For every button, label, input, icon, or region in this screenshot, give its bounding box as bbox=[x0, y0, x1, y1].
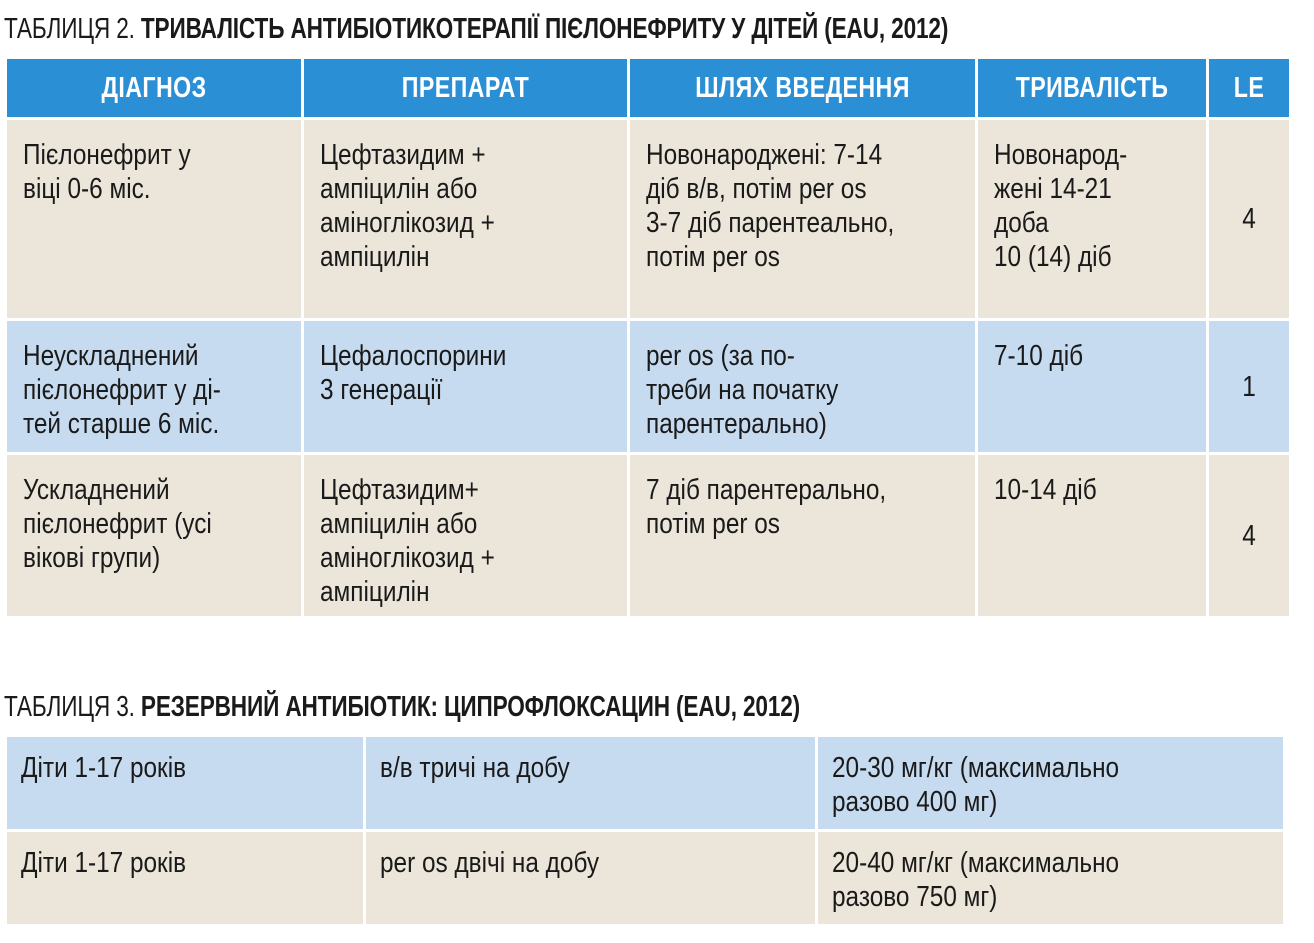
cell-line: 10 (14) діб bbox=[994, 241, 1112, 273]
cell-line: вікові групи) bbox=[23, 542, 161, 574]
cell-line: жені 14-21 bbox=[994, 173, 1112, 205]
cell-line: 3-7 діб парентеально, bbox=[646, 207, 895, 239]
cell-line: 3 генерації bbox=[320, 374, 443, 406]
cell-line: ампіцилін bbox=[320, 576, 430, 608]
cell-diagnosis bbox=[7, 321, 301, 452]
le-value: 4 bbox=[1242, 203, 1256, 235]
table3-caption-title: РЕЗЕРВНИЙ АНТИБІОТИК: ЦИПРОФЛОКСАЦИН (EAU, 2012) bbox=[140, 691, 801, 723]
cell-line: разово 750 мг) bbox=[832, 881, 998, 913]
table2-caption-title: ТРИВАЛІСТЬ АНТИБІОТИКОТЕРАПІЇ ПІЄЛОНЕФРИТУ У ДІТЕЙ (EAU, 2012) bbox=[140, 13, 949, 45]
cell-diagnosis bbox=[7, 455, 301, 616]
header-le bbox=[1209, 59, 1289, 117]
table-row bbox=[7, 832, 1283, 924]
cell-line: 10-14 діб bbox=[994, 474, 1097, 506]
cell-line: аміноглікозид + bbox=[320, 542, 495, 574]
cell-line: Цефалоспорини bbox=[320, 340, 507, 372]
cell-le bbox=[1209, 120, 1289, 318]
header-route-label: ШЛЯХ ВВЕДЕННЯ bbox=[695, 72, 910, 104]
cell-line: Цефтазидим + bbox=[320, 139, 486, 171]
cell-duration bbox=[978, 120, 1206, 318]
header-route bbox=[630, 59, 975, 117]
cell-duration bbox=[978, 321, 1206, 452]
table2-caption-prefix: ТАБЛИЦЯ 2. bbox=[4, 13, 141, 45]
cell-line: пієлонефрит у ді- bbox=[23, 374, 221, 406]
cell-line: Новонарод- bbox=[994, 139, 1128, 171]
cell-line: ампіцилін або bbox=[320, 173, 478, 205]
header-drug-label: ПРЕПАРАТ bbox=[401, 72, 530, 104]
table3-caption bbox=[4, 690, 800, 724]
cell-line: віці 0-6 міс. bbox=[23, 173, 151, 205]
table2-caption bbox=[4, 12, 948, 46]
cell-line: доба bbox=[994, 207, 1049, 239]
cell-line: Ускладнений bbox=[23, 474, 170, 506]
cell-line: Діти 1-17 років bbox=[21, 847, 187, 879]
cell-line: Діти 1-17 років bbox=[21, 752, 187, 784]
cell-line: per os двічі на добу bbox=[380, 847, 600, 879]
header-diagnosis bbox=[7, 59, 301, 117]
cell-line: треби на початку bbox=[646, 374, 839, 406]
table-row bbox=[7, 737, 1283, 829]
antibiotic-duration-table bbox=[4, 56, 1292, 619]
cell-drug bbox=[304, 321, 627, 452]
cell-drug bbox=[304, 120, 627, 318]
cell-le bbox=[1209, 455, 1289, 616]
header-duration bbox=[978, 59, 1206, 117]
cell-line: потім per os bbox=[646, 241, 780, 273]
cell-line: per os (за по- bbox=[646, 340, 795, 372]
table3-caption-prefix: ТАБЛИЦЯ 3. bbox=[4, 691, 141, 723]
cell-line: Пієлонефрит у bbox=[23, 139, 191, 171]
table-row bbox=[7, 120, 1289, 318]
cell-line: разово 400 мг) bbox=[832, 786, 998, 818]
cell-duration bbox=[978, 455, 1206, 616]
cell-route bbox=[366, 737, 815, 829]
header-drug bbox=[304, 59, 627, 117]
cell-line: аміноглікозид + bbox=[320, 207, 495, 239]
cell-diagnosis bbox=[7, 120, 301, 318]
cell-le bbox=[1209, 321, 1289, 452]
cell-dose bbox=[818, 737, 1283, 829]
cell-line: Неускладнений bbox=[23, 340, 199, 372]
header-le-label: LE bbox=[1233, 72, 1265, 104]
header-diagnosis-label: ДІАГНОЗ bbox=[101, 72, 207, 104]
cell-drug bbox=[304, 455, 627, 616]
table-row bbox=[7, 321, 1289, 452]
cell-line: ампіцилін bbox=[320, 241, 430, 273]
cell-line: діб в/в, потім per os bbox=[646, 173, 867, 205]
cell-age bbox=[7, 737, 363, 829]
header-duration-label: ТРИВАЛІСТЬ bbox=[1015, 72, 1169, 104]
cell-route bbox=[630, 455, 975, 616]
cell-line: 7 діб парентерально, bbox=[646, 474, 887, 506]
cell-line: ампіцилін або bbox=[320, 508, 478, 540]
table-row bbox=[7, 455, 1289, 616]
cell-route bbox=[366, 832, 815, 924]
cell-route bbox=[630, 120, 975, 318]
cell-line: 20-40 мг/кг (максимально bbox=[832, 847, 1120, 879]
cell-line: парентерально) bbox=[646, 408, 827, 440]
le-value: 4 bbox=[1242, 519, 1256, 552]
reserve-antibiotic-table bbox=[4, 734, 1286, 927]
cell-line: тей старше 6 міс. bbox=[23, 408, 220, 440]
cell-dose bbox=[818, 832, 1283, 924]
table2-header-row bbox=[7, 59, 1289, 117]
cell-line: пієлонефрит (усі bbox=[23, 508, 212, 540]
cell-line: Цефтазидим+ bbox=[320, 474, 479, 506]
cell-age bbox=[7, 832, 363, 924]
le-value: 1 bbox=[1242, 370, 1256, 403]
cell-line: потім per os bbox=[646, 508, 780, 540]
cell-line: 20-30 мг/кг (максимально bbox=[832, 752, 1120, 784]
cell-line: Новонароджені: 7-14 bbox=[646, 139, 883, 171]
cell-route bbox=[630, 321, 975, 452]
cell-line: в/в тричі на добу bbox=[380, 752, 570, 784]
cell-line: 7-10 діб bbox=[994, 340, 1084, 372]
